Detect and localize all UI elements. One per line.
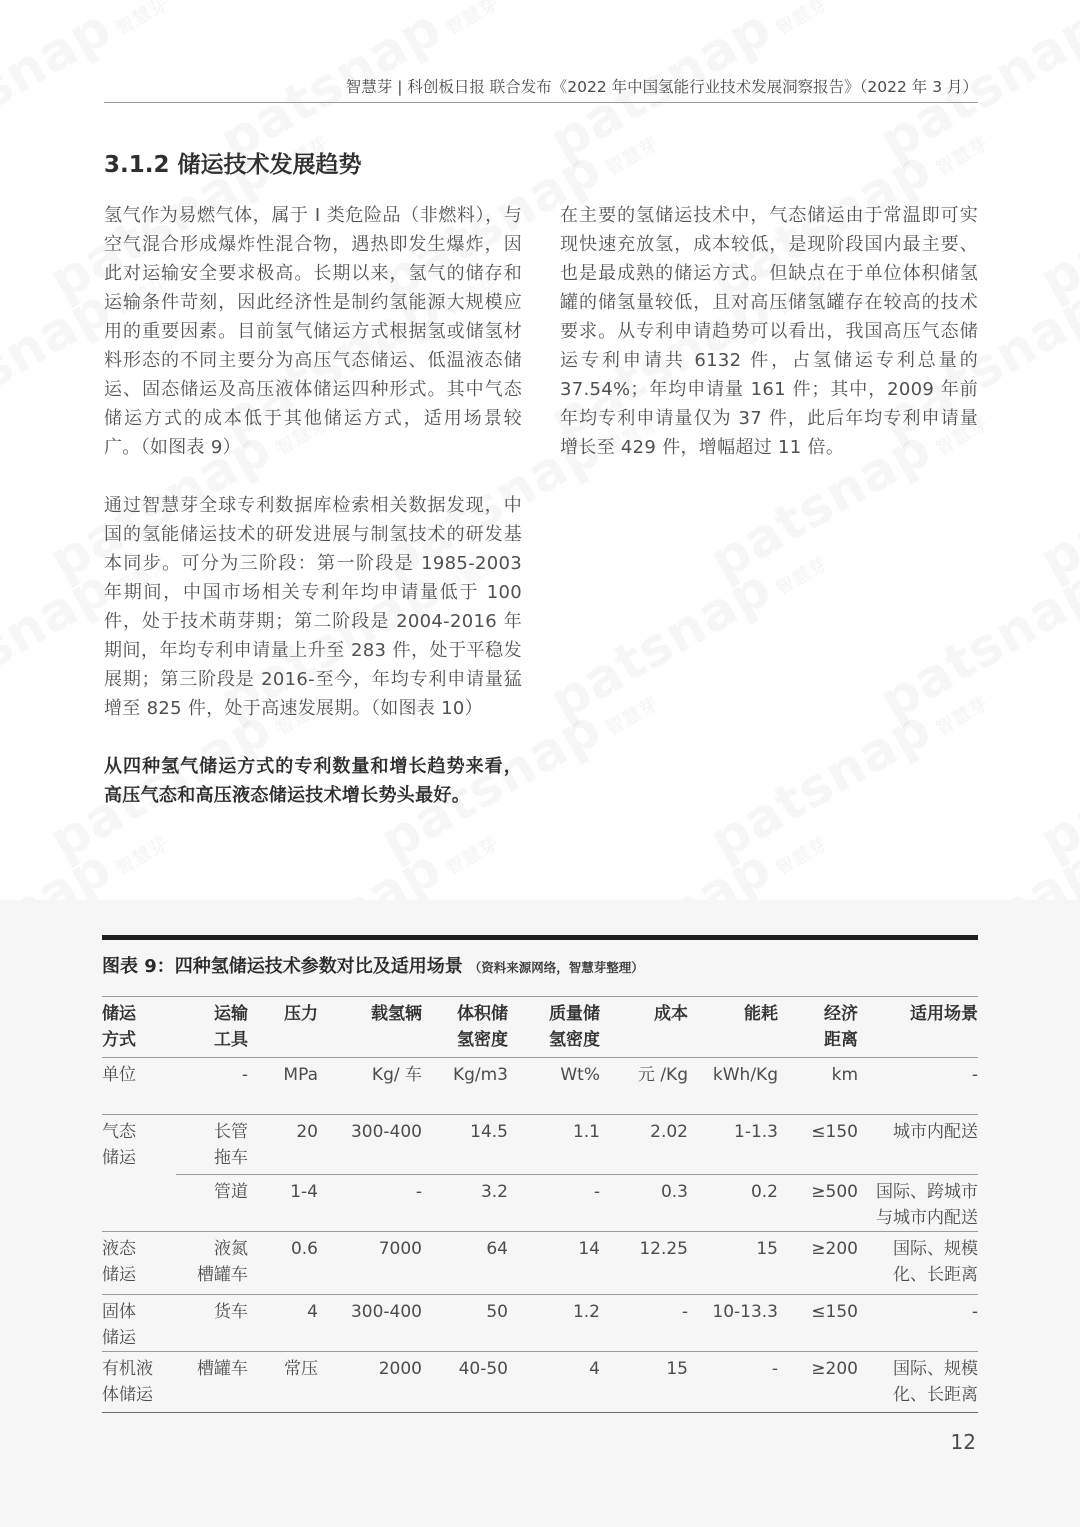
watermark-text	[1030, 106, 1080, 312]
cell: -	[176, 1058, 248, 1115]
header-scenario: 适用场景	[858, 997, 978, 1058]
cell: 国际、跨城市 与城市内配送	[858, 1175, 978, 1232]
header-tool: 运输 工具	[176, 997, 248, 1058]
cell: 常压	[248, 1352, 318, 1413]
cell: 货车	[176, 1295, 248, 1352]
right-column	[560, 201, 978, 491]
cell: -	[858, 1295, 978, 1352]
cell: ≥200	[778, 1352, 858, 1413]
cell: 0.3	[600, 1175, 688, 1232]
paragraph: 在主要的氢储运技术中，气态储运由于常温即可实现快速充放氢，成本较低，是现阶段国内最主要、也是最成熟的储运方式。但缺点在于单位体积储氢罐的储氢量较低，且对高压储氢罐存在较高的技术要求。从专利申请趋势可以看出，我国高压气态储运专利申请共 6132 件，占氢储运专利总量的 37.54%；年均申请量 161 件；其中，2009 年前年均专利申请量仅为 37 件，此后年均专利申请量增长至 429 件，增幅超过 11 倍。	[560, 205, 978, 458]
cell: 14.5	[470, 1122, 508, 1142]
watermark-text	[870, 526, 1080, 732]
cell: -	[318, 1175, 422, 1232]
table-row-solid	[102, 1295, 978, 1352]
cell-method: 液态 储运	[102, 1232, 176, 1295]
cell-method: 固体 储运	[102, 1295, 176, 1352]
figure-9	[102, 935, 978, 1413]
cell: 城市内配送	[893, 1122, 978, 1142]
cell: 3.2	[422, 1175, 508, 1232]
cell: 7000	[318, 1232, 422, 1295]
cell: 0.2	[688, 1175, 778, 1232]
cell: 1.2	[508, 1295, 600, 1352]
cell: Kg/m3	[422, 1058, 508, 1115]
table-header-row	[102, 997, 978, 1058]
cell: 64	[422, 1232, 508, 1295]
cell: 管道	[176, 1175, 248, 1232]
header-capacity: 载氢辆	[318, 997, 422, 1058]
cell: -	[508, 1175, 600, 1232]
page-header	[104, 76, 978, 103]
header-pressure: 压力	[248, 997, 318, 1058]
cell: 20	[296, 1122, 318, 1142]
cell: 0.6	[248, 1232, 318, 1295]
cell: -	[858, 1058, 978, 1115]
cell: MPa	[248, 1058, 318, 1115]
watermark-text	[1030, 386, 1080, 592]
cell: 300-400	[350, 1122, 422, 1142]
left-column	[104, 201, 522, 839]
cell: ≤150	[778, 1295, 858, 1352]
watermark-text	[1030, 666, 1080, 872]
cell: kWh/Kg	[688, 1058, 778, 1115]
cell: 1-1.3	[734, 1122, 778, 1142]
cell: 国际、规模 化、长距离	[858, 1352, 978, 1413]
cell: Kg/ 车	[318, 1058, 422, 1115]
cell: 14	[508, 1232, 600, 1295]
cell: -	[688, 1352, 778, 1413]
watermark-text	[700, 666, 996, 872]
cell: ≤150	[811, 1122, 858, 1142]
cell: 长管 拖车	[214, 1122, 248, 1168]
cell: 4	[248, 1295, 318, 1352]
header-text: 智慧芽 | 科创板日报 联合发布《2022 年中国氢能行业技术发展洞察报告》（2022 年 3 月）	[345, 78, 978, 96]
figure-title	[102, 952, 978, 986]
cell: 1.1	[572, 1122, 600, 1142]
key-conclusion: 从四种氢气储运方式的专利数量和增长趋势来看，高压气态和高压液态储运技术增长势头最好。	[104, 756, 522, 806]
watermark-text	[540, 526, 836, 732]
cell: ≥200	[778, 1232, 858, 1295]
header-distance: 经济 距离	[778, 997, 858, 1058]
cell: 40-50	[422, 1352, 508, 1413]
header-vol-density: 体积储 氢密度	[422, 997, 508, 1058]
cell: 12.25	[600, 1232, 688, 1295]
cell: 液氮 槽罐车	[176, 1232, 248, 1295]
paragraph: 通过智慧芽全球专利数据库检索相关数据发现，中国的氢能储运技术的研发进展与制氢技术的研发基本同步。可分为三阶段：第一阶段是 1985-2003 年期间，中国市场相关专利年均申请量低于 100 件，处于技术萌芽期；第二阶段是 2004-2016 年期间，年均专利申请量上升至 283 件，处于平稳发展期；第三阶段是 2016-至今，年均专利申请量猛增至 825 件，处于高速发展期。（如图表 10）	[104, 495, 522, 719]
paragraph: 氢气作为易燃气体，属于 I 类危险品（非燃料），与空气混合形成爆炸性混合物，遇热即发生爆炸，因此对运输安全要求极高。长期以来，氢气的储存和运输条件苛刻，因此经济性是制约氢能源大规模应用的重要因素。目前氢气储运方式根据氢或储氢材料形态的不同主要分为高压气态储运、低温液态储运、固态储运及高压液体储运四种形式。其中气态储运方式的成本低于其他储运方式，适用场景较广。（如图表 9）	[104, 205, 522, 458]
cell: 2.02	[650, 1122, 688, 1142]
cell: 15	[600, 1352, 688, 1413]
cell: 4	[508, 1352, 600, 1413]
cell: 10-13.3	[688, 1295, 778, 1352]
header-energy: 能耗	[688, 997, 778, 1058]
figure-source: （资料来源网络，智慧芽整理）	[468, 960, 644, 975]
cell: 单位	[102, 1058, 176, 1115]
page-number: 12	[950, 1430, 976, 1454]
figure-title-text: 图表 9：四种氢储运技术参数对比及适用场景	[102, 956, 463, 977]
figure-top-rule	[102, 935, 978, 940]
table-row-gas-tube-trailer	[102, 1115, 978, 1175]
table-row-units	[102, 1058, 978, 1115]
cell: 1-4	[248, 1175, 318, 1232]
table-row-liquid	[102, 1232, 978, 1295]
header-cost: 成本	[600, 997, 688, 1058]
header-method: 储运 方式	[102, 997, 176, 1058]
cell: 50	[422, 1295, 508, 1352]
table-row-organic-liquid	[102, 1352, 978, 1413]
cell: 15	[688, 1232, 778, 1295]
cell: 国际、规模 化、长距离	[858, 1232, 978, 1295]
cell: -	[600, 1295, 688, 1352]
cell: 2000	[318, 1352, 422, 1413]
cell: km	[778, 1058, 858, 1115]
table-row-gas-pipeline	[102, 1175, 978, 1232]
cell: Wt%	[508, 1058, 600, 1115]
header-mass-density: 质量储 氢密度	[508, 997, 600, 1058]
cell: 300-400	[318, 1295, 422, 1352]
cell: ≥500	[778, 1175, 858, 1232]
cell-method: 有机液 体储运	[102, 1352, 176, 1413]
cell-method: 气态 储运	[102, 1122, 136, 1168]
parameter-table	[102, 997, 978, 1413]
cell: 元 /Kg	[600, 1058, 688, 1115]
cell: 槽罐车	[176, 1352, 248, 1413]
section-title: 3.1.2 储运技术发展趋势	[104, 152, 362, 178]
